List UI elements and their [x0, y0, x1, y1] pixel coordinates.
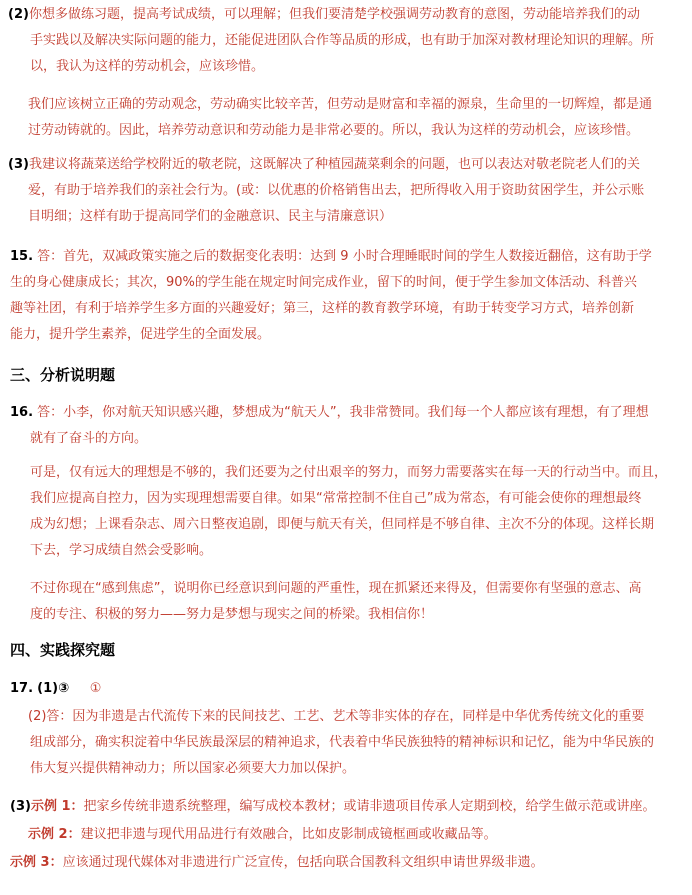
- section-4-title: 四、实践探究题: [10, 641, 116, 659]
- text-line: 生的身心健康成长；其次，90%的学生能在规定时间完成作业，留下的时间，便于学生参加文体活动、科普兴: [10, 275, 637, 290]
- question-17-example-2: [0, 822, 692, 848]
- text-line: 可是，仅有远大的理想是不够的，我们还要为之付出艰辛的努力，而努力需要落实在每一天的行动当中。而且，: [30, 465, 668, 480]
- text-line: 度的专注、积极的努力——努力是梦想与现实之间的桥梁。我相信你！: [30, 607, 434, 622]
- text-line: [0, 850, 692, 876]
- sub-question-marker: (3): [10, 799, 31, 814]
- text-line: 能力，提升学生素养，促进学生的全面发展。: [10, 327, 271, 342]
- text-line: 我们应提高自控力，因为实现理想需要自律。如果“常常控制不住自己”成为常态，有可能会使你的理想最终: [30, 491, 642, 506]
- section-heading: [0, 640, 692, 662]
- text-line: [0, 244, 692, 270]
- text-line: 不过你现在“感到焦虑”，说明你已经意识到问题的严重性，现在抓紧还来得及，但需要你有坚强的意志、高: [30, 581, 642, 596]
- question-17-answer: [0, 676, 692, 702]
- question-16-paragraph-2: [0, 460, 692, 564]
- text-line: 伟大复兴提供精神动力；所以国家必须要大力加以保护。: [30, 761, 356, 776]
- text: 你想多做练习题，提高考试成绩，可以理解；但我们要清楚学校强调劳动教育的意图，劳动能培养我们的动: [28, 7, 640, 22]
- text-line: 过劳动铸就的。因此，培养劳动意识和劳动能力是非常必要的。所以，我认为这样的劳动机会，应该珍惜。: [28, 123, 640, 138]
- question-17-part-3: [0, 794, 692, 820]
- text: 我建议将蔬菜送给学校附近的敬老院，这既解决了种植园蔬菜剩余的问题，也可以表达对敬老院老人们的关: [28, 157, 640, 172]
- text: 建议把非遗与现代用品进行有效融合，比如皮影制成镜框画或收藏品等。: [80, 827, 497, 842]
- choice-answer: ③: [58, 681, 70, 696]
- text-line: [0, 400, 692, 426]
- section-3-title: 三、分析说明题: [10, 366, 116, 384]
- question-16-paragraph-3: [0, 576, 692, 628]
- question-number: 15.: [10, 249, 34, 264]
- question-17-example-3: [0, 850, 692, 876]
- section-heading: [0, 365, 692, 387]
- text-line: [0, 152, 692, 178]
- text-line: 下去，学习成绩自然会受影响。: [30, 543, 213, 558]
- text-line: 目明细；这样有助于提高同学们的金融意识、民主与清廉意识）: [28, 209, 393, 224]
- text-line: 趣等社团，有利于培养学生多方面的兴趣爱好；第三，这样的教育教学环境，有助于转变学习方式，培养创新: [10, 301, 635, 316]
- text-line: 组成部分，确实积淀着中华民族最深层的精神追求，代表着中华民族独特的精神标识和记忆，能为中华民族的: [30, 735, 655, 750]
- text-line: [0, 822, 692, 848]
- text: 把家乡传统非遗系统整理，编写成校本教材；或请非遗项目传承人定期到校，给学生做示范或讲座。: [83, 799, 656, 814]
- text-line: [0, 794, 692, 820]
- text-line: 爱，有助于培养我们的亲社会行为。(或：以优惠的价格销售出去，把所得收入用于资助贫困学生，并公示账: [28, 183, 645, 198]
- text-line: [0, 2, 692, 28]
- answer-2-paragraph-1: [0, 2, 692, 80]
- sub-question-marker: (2): [28, 709, 47, 724]
- answer-3-paragraph: [0, 152, 692, 230]
- text-line: 以，我认为这样的劳动机会，应该珍惜。: [30, 59, 265, 74]
- question-17-part-2: [0, 704, 692, 782]
- text: 答：首先，双减政策实施之后的数据变化表明：达到 9 小时合理睡眠时间的学生人数接近翻倍，这有助于学: [37, 249, 652, 264]
- example-label: 示例 3：: [10, 855, 63, 870]
- example-label: 示例 2：: [28, 827, 81, 842]
- sub-question-marker: (1): [37, 681, 59, 696]
- text-line: [0, 676, 692, 702]
- question-number: 17.: [10, 681, 34, 696]
- text-line: 就有了奋斗的方向。: [30, 431, 148, 446]
- sub-question-marker: (2): [8, 7, 29, 22]
- text-line: 手实践以及解决实际问题的能力，还能促进团队合作等品质的形成，也有助于加深对教材理论知识的理解。所: [30, 33, 655, 48]
- text: 答：小李，你对航天知识感兴趣，梦想成为“航天人”，我非常赞同。我们每一个人都应该有理想，有了理想: [37, 405, 649, 420]
- choice-answer: ①: [89, 681, 102, 696]
- question-number: 16.: [10, 405, 34, 420]
- text-line: 我们应该树立正确的劳动观念，劳动确实比较辛苦，但劳动是财富和幸福的源泉，生命里的一切辉煌，都是通: [28, 97, 653, 112]
- question-15-answer: [0, 244, 692, 348]
- text: 答：因为非遗是古代流传下来的民间技艺、工艺、艺术等非实体的存在，同样是中华优秀传统文化的重要: [46, 709, 645, 724]
- text: 应该通过现代媒体对非遗进行广泛宣传，包括向联合国教科文组织申请世界级非遗。: [62, 855, 544, 870]
- answer-2-paragraph-2: [0, 92, 692, 144]
- example-label: 示例 1：: [30, 799, 84, 814]
- question-16-answer: [0, 400, 692, 452]
- text-line: [0, 704, 692, 730]
- text-line: 成为幻想；上课看杂志、周六日整夜追剧，即便与航天有关，但同样是不够自律、主次不分的体现。这样长期: [30, 517, 655, 532]
- sub-question-marker: (3): [8, 157, 29, 172]
